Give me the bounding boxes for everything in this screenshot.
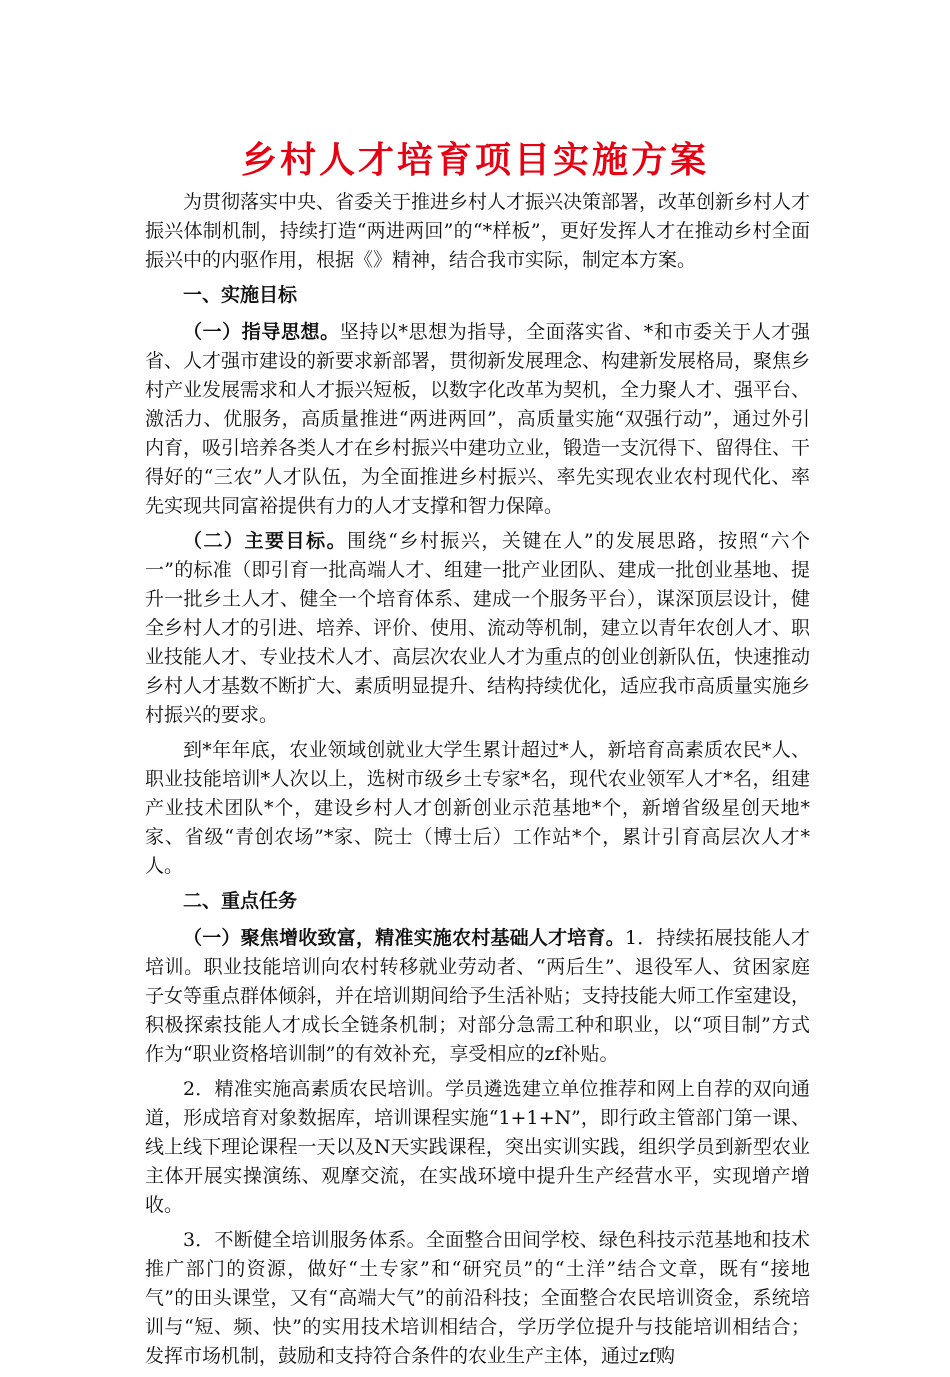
section-heading-goals: 一、实施目标 [183,284,298,306]
task-one-paragraph [145,924,810,1069]
training-system-paragraph: 3．不断健全培训服务体系。全面整合田间学校、绿色科技示范基地和技术推广部门的资源，做好“土专家”和“研究员”的“土洋”结合文章，既有“接地气”的田头课堂，又有“高端大气”的前沿科技；全面整合农民培训资金，系统培训与“短、频、快”的实用技术培训相结合，学历学位提升与技能培训相结合；发挥市场机制，鼓励和支持符合条件的农业生产主体，通过zf购 [145,1229,810,1367]
guiding-ideology-paragraph [145,318,810,521]
document-title: 乡村人才培育项目实施方案 [240,139,709,181]
paragraph-text: 坚持以*思想为指导，全面落实省、*和市委关于人才强省、人才强市建设的新要求新部署，贯彻新发展理念、构建新发展格局，聚焦乡村产业发展需求和人才振兴短板，以数字化改革为契机，全力聚人才、强平台、激活力、优服务，高质量推进“两进两回”，高质量实施“双强行动”，通过外引内育，吸引培养各类人才在乡村振兴中建功立业，锻造一支沉得下、留得住、干得好的“三农”人才队伍，为全面推进乡村振兴、率先实现农业农村现代化、率先实现共同富裕提供有力的人才支撑和智力保障。 [145,321,811,517]
paragraph-lead: （一）指导思想。 [183,321,340,343]
intro-paragraph: 为贯彻落实中央、省委关于推进乡村人才振兴决策部署，改革创新乡村人才振兴体制机制，持续打造“两进两回”的“*样板”，更好发挥人才在推动乡村全面振兴中的内驱作用，根据《》精神，结合我市实际，制定本方案。 [145,191,811,271]
section-heading-tasks: 二、重点任务 [183,890,298,912]
paragraph-text: 1．持续拓展技能人才培训。职业技能培训向农村转移就业劳动者、“两后生”、退役军人、贫困家庭子女等重点群体倾斜，并在培训期间给予生活补贴；支持技能大师工作室建设，积极探索技能人才成长全链条机制；对部分急需工种和职业，以“项目制”方式作为“职业资格培训制”的有效补充，享受相应的zf补贴。 [145,927,811,1065]
document-body [145,188,810,1377]
targets-paragraph: 到*年年底，农业领域创就业大学生累计超过*人，新培育高素质农民*人、职业技能培训*人次以上，选树市级乡土专家*名，现代农业领军人才*名，组建产业技术团队*个，建设乡村人才创新创业示范基地*个，新增省级星创天地*家、省级“青创农场”*家、院士（博士后）工作站*个，累计引育高层次人才*人。 [145,739,810,877]
farmer-training-paragraph: 2．精准实施高素质农民培训。学员遴选建立单位推荐和网上自荐的双向通道，形成培育对象数据库，培训课程实施“1+1+N”，即行政主管部门第一课、线上线下理论课程一天以及N天实践课程，突出实训实践，组织学员到新型农业主体开展实操演练、观摩交流，在实战环境中提升生产经营水平，实现增产增收。 [145,1078,810,1216]
main-goals-paragraph [145,527,810,730]
paragraph-lead: （二）主要目标。 [183,530,348,552]
paragraph-lead: （一）聚焦增收致富，精准实施农村基础人才培育。 [183,927,625,949]
paragraph-text: 围绕“乡村振兴，关键在人”的发展思路，按照“六个一”的标准（即引育一批高端人才、组建一批产业团队、建成一批创业基地、提升一批乡土人才、健全一个培育体系、建成一个服务平台），谋深顶层设计，健全乡村人才的引进、培养、评价、使用、流动等机制，建立以青年农创人才、职业技能人才、专业技术人才、高层次农业人才为重点的创业创新队伍，快速推动乡村人才基数不断扩大、素质明显提升、结构持续优化，适应我市高质量实施乡村振兴的要求。 [145,530,811,726]
